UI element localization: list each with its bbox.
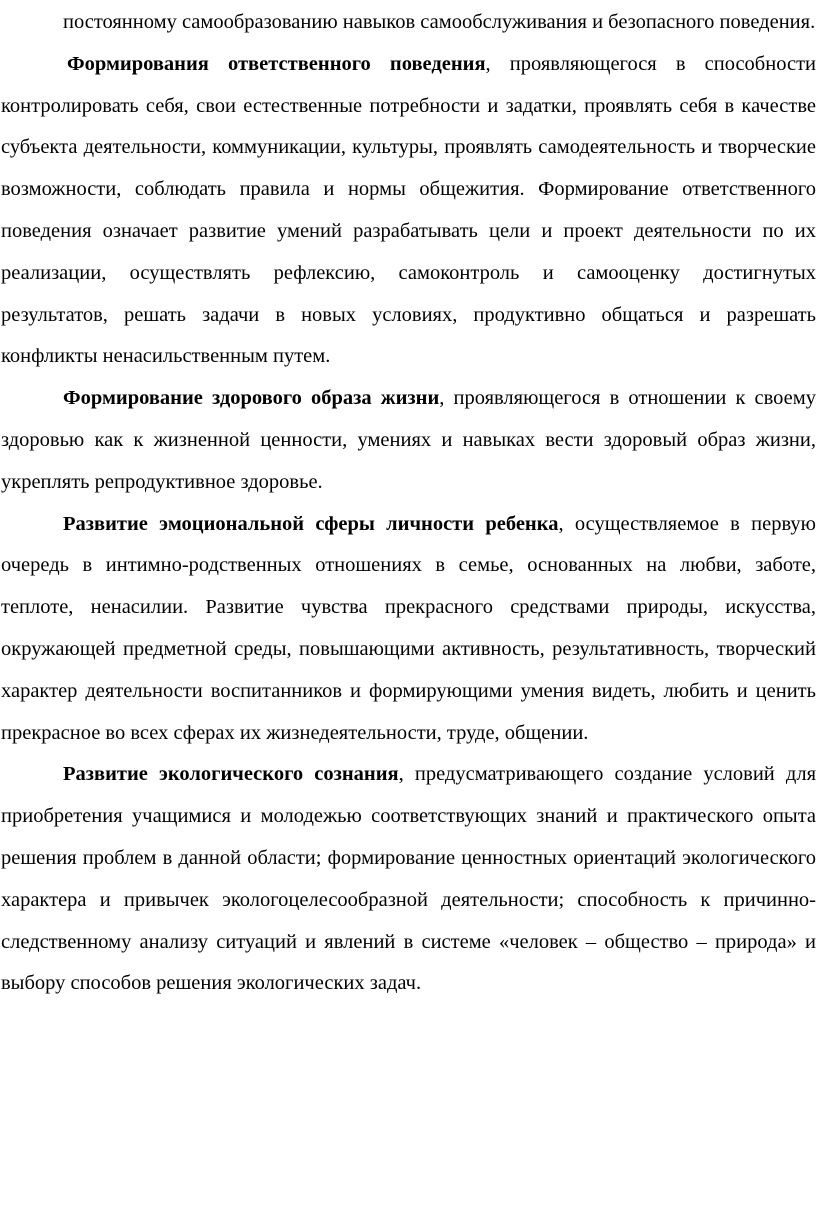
paragraph-text: , проявляющегося в отношении к своему здоровью как к жизненной ценности, умениях и навыках вести здоровый образ жизни, укреплять репродуктивное здоровье. (1, 387, 816, 493)
paragraph-text: , предусматривающего создание условий для приобретения учащимися и молодежью соответствующих знаний и практического опыта решения проблем в данной области; формирование ценностных ориентаций экологического характера и привычек экологоцелесообразной деятельности; способность к причинно-следственному анализу ситуаций и явлений в системе «человек – общество – природа» и выбору способов решения экологических задач. (1, 763, 816, 995)
paragraph-ecological-consciousness (1, 754, 816, 1005)
paragraph-emotional-sphere (1, 504, 816, 755)
paragraph-continuation (1, 2, 816, 44)
paragraph-healthy-lifestyle (1, 378, 816, 503)
paragraph-text: , осуществляемое в первую очередь в интимно-родственных отношениях в семье, основанных на любви, заботе, теплоте, ненасилии. Развитие чувства прекрасного средствами природы, искусства, окружающей предметной среды, повышающими активность, результативность, творческий характер деятельности воспитанников и формирующими умения видеть, любить и ценить прекрасное во всех сферах их жизнедеятельности, труде, общении. (1, 512, 816, 744)
paragraph-lead: Формирования ответственного поведения (67, 52, 486, 75)
paragraph-text: постоянному самообразованию навыков самообслуживания и безопасного поведения. (63, 11, 816, 33)
paragraph-lead: Формирование здорового образа жизни (63, 387, 440, 410)
paragraph-responsible-behavior (1, 44, 816, 378)
paragraph-lead: Развитие экологического сознания (63, 763, 399, 786)
paragraph-text: , проявляющегося в способности контролировать себя, свои естественные потребности и задатки, проявлять себя в качестве субъекта деятельности, коммуникации, культуры, проявлять самодеятельность и творческие возможности, соблюдать правила и нормы общежития. Формирование ответственного поведения означает развитие умений разрабатывать цели и проект деятельности по их реализации, осуществлять рефлексию, самоконтроль и самооценку достигнутых результатов, решать задачи в новых условиях, продуктивно общаться и разрешать конфликты ненасильственным путем. (1, 52, 816, 368)
paragraph-lead: Развитие эмоциональной сферы личности ребенка (63, 512, 559, 535)
